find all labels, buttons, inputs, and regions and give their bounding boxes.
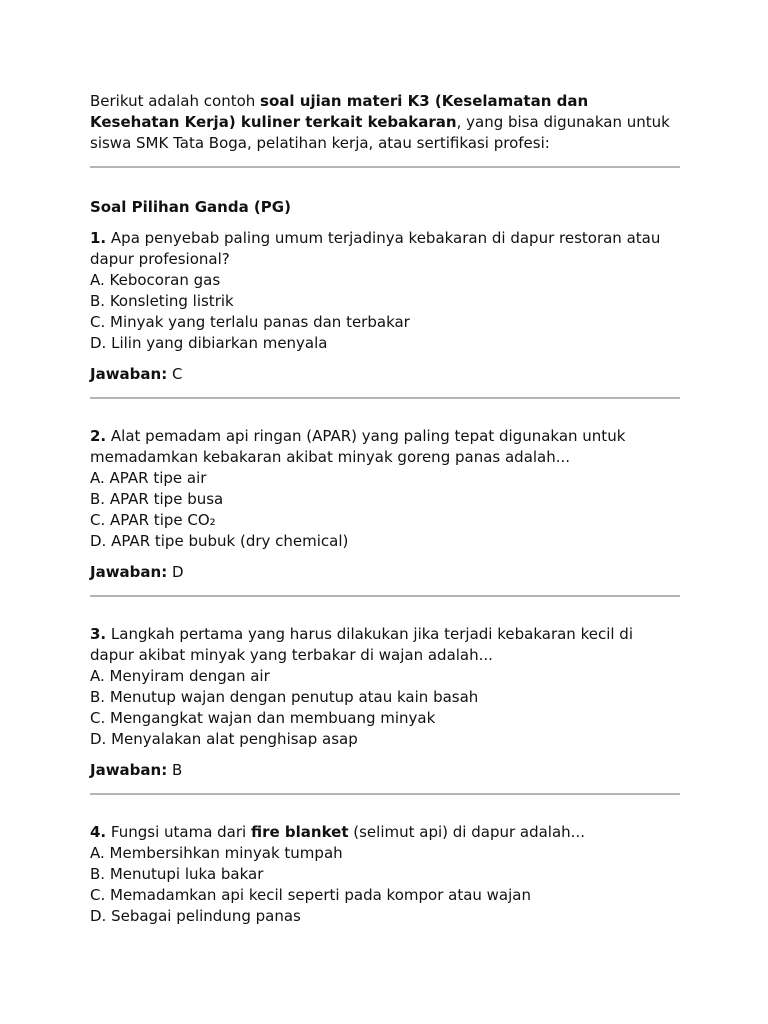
question-stem (90, 426, 680, 468)
option-c: C. Minyak yang terlalu panas dan terbakar (90, 313, 410, 331)
answer-line (90, 562, 680, 583)
intro-text-2: , yang bisa digunakan untuk siswa SMK Tata Boga, pelatihan kerja, atau sertifikasi profesi: (90, 113, 670, 152)
divider (90, 793, 680, 795)
option-a: A. Menyiram dengan air (90, 667, 270, 685)
document-content (90, 91, 680, 927)
answer-value: D (167, 563, 184, 581)
question-text: Langkah pertama yang harus dilakukan jika terjadi kebakaran kecil di dapur akibat minyak yang terbakar di wajan adalah... (90, 625, 634, 664)
question-stem (90, 228, 680, 270)
divider (90, 166, 680, 168)
answer-line (90, 760, 680, 781)
question-text: Alat pemadam api ringan (APAR) yang paling tepat digunakan untuk memadamkan kebakaran akibat minyak goreng panas adalah... (90, 427, 626, 466)
answer-label: Jawaban: (90, 365, 168, 383)
question-2 (90, 426, 680, 583)
question-text-end: (selimut api) di dapur adalah... (348, 823, 585, 841)
question-text: Fungsi utama dari (106, 823, 251, 841)
option-b: B. Konsleting listrik (90, 292, 234, 310)
option-b: B. Menutupi luka bakar (90, 865, 264, 883)
option-d: D. APAR tipe bubuk (dry chemical) (90, 532, 349, 550)
question-stem (90, 822, 680, 843)
option-a: A. Membersihkan minyak tumpah (90, 844, 343, 862)
intro-bold-topic: soal ujian materi K3 (Keselamatan dan Kesehatan Kerja) kuliner terkait kebakaran (90, 92, 589, 131)
option-a: A. Kebocoran gas (90, 271, 221, 289)
option-b: B. Menutup wajan dengan penutup atau kain basah (90, 688, 479, 706)
option-d: D. Menyalakan alat penghisap asap (90, 730, 358, 748)
question-number: 3. (90, 625, 107, 643)
answer-value: C (167, 365, 183, 383)
question-3 (90, 624, 680, 781)
option-d: D. Lilin yang dibiarkan menyala (90, 334, 328, 352)
option-c: C. APAR tipe CO₂ (90, 511, 216, 529)
option-b: B. APAR tipe busa (90, 490, 224, 508)
answer-line (90, 364, 680, 385)
option-d: D. Sebagai pelindung panas (90, 907, 301, 925)
question-text: Apa penyebab paling umum terjadinya kebakaran di dapur restoran atau dapur profesional? (90, 229, 661, 268)
question-text-bold: fire blanket (250, 823, 349, 841)
divider (90, 397, 680, 399)
answer-value: B (167, 761, 183, 779)
question-1 (90, 228, 680, 385)
answer-label: Jawaban: (90, 761, 168, 779)
intro-text-1: Berikut adalah contoh (90, 92, 261, 110)
question-stem (90, 624, 680, 666)
option-c: C. Memadamkan api kecil seperti pada kompor atau wajan (90, 886, 531, 904)
question-4 (90, 822, 680, 927)
option-c: C. Mengangkat wajan dan membuang minyak (90, 709, 436, 727)
divider (90, 595, 680, 597)
question-number: 4. (90, 823, 107, 841)
question-number: 2. (90, 427, 107, 445)
question-number: 1. (90, 229, 107, 247)
intro-paragraph (90, 91, 680, 154)
option-a: A. APAR tipe air (90, 469, 207, 487)
answer-label: Jawaban: (90, 563, 168, 581)
section-title: Soal Pilihan Ganda (PG) (90, 198, 291, 216)
